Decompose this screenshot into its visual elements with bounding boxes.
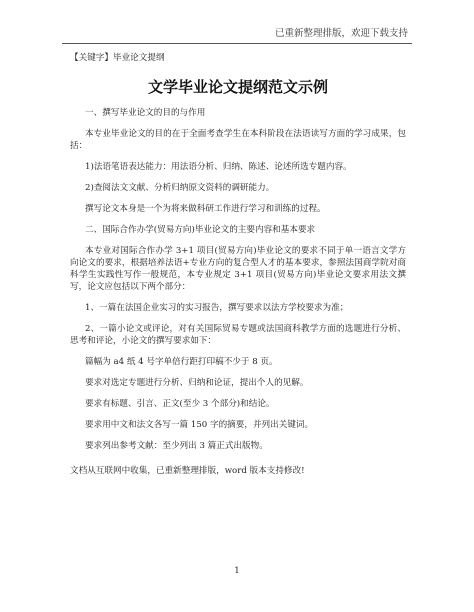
closing-note: 文档从互联网中收集，已重新整理排版，word 版本支持修改! bbox=[70, 466, 305, 476]
section-heading-1: 一、撰写毕业论文的目的与作用 bbox=[85, 108, 206, 118]
section-heading-2: 二、国际合作办学(贸易方向)毕业论文的主要内容和基本要求 bbox=[85, 225, 316, 235]
section2-paragraph-abstract: 要求用中文和法文各写一篇 150 字的摘要，并列出关键词。 bbox=[85, 420, 314, 430]
section2-paragraph-short-essay: 2、一篇小论文或评论，对有关国际贸易专题或法国商科教学方面的选题进行分析、思考和评论，小论文的撰写要求如下： bbox=[70, 324, 406, 346]
section1-paragraph-purpose: 本专业毕业论文的目的在于全面考查学生在本科阶段在法语读写方面的学习成果，包括： bbox=[70, 129, 406, 151]
header-divider bbox=[62, 43, 412, 44]
document-body bbox=[70, 52, 406, 477]
section2-paragraph-references: 要求列出参考文献：至少列出 3 篇正式出版物。 bbox=[85, 441, 268, 451]
page-number: 1 bbox=[234, 566, 240, 576]
document-title: 文学毕业论文提纲范文示例 bbox=[147, 78, 328, 96]
section1-paragraph-training: 撰写论文本身是一个为将来做科研工作进行学习和训练的过程。 bbox=[85, 204, 326, 214]
section1-item-2: 2)查阅法文文献、分析归纳原文资料的调研能力。 bbox=[85, 183, 275, 193]
header-note: 已重新整理排版，欢迎下载支持 bbox=[274, 28, 408, 39]
section2-paragraph-internship-report: 1、一篇在法国企业实习的实习报告，撰写要求以法方学校要求为准； bbox=[85, 303, 349, 313]
section1-item-1: 1)法语笔语表达能力：用法语分析、归纳、陈述、论述所选专题内容。 bbox=[85, 162, 352, 172]
section2-paragraph-analysis: 要求对选定专题进行分析、归纳和论证，提出个人的见解。 bbox=[85, 378, 309, 388]
section2-paragraph-requirements: 本专业对国际合作办学 3+1 项目(贸易方向)毕业论文的要求不同于单一语言文学方向论文的要求，根据培养法语+专业方向的复合型人才的基本要求，参照法国商学院对商科学生实践性写作一般规范，本专业规定 3+1 项目(贸易方向)毕业论文要求用法文撰写，论文应包括以下两个部分： bbox=[70, 246, 406, 292]
section2-paragraph-length: 篇幅为 a4 纸 4 号字单倍行距打印稿不少于 8 页。 bbox=[85, 357, 278, 367]
keyword-line: 【关键字】毕业论文提纲 bbox=[70, 53, 165, 63]
section2-paragraph-structure: 要求有标题、引言、正文(至少 3 个部分)和结论。 bbox=[85, 399, 275, 409]
